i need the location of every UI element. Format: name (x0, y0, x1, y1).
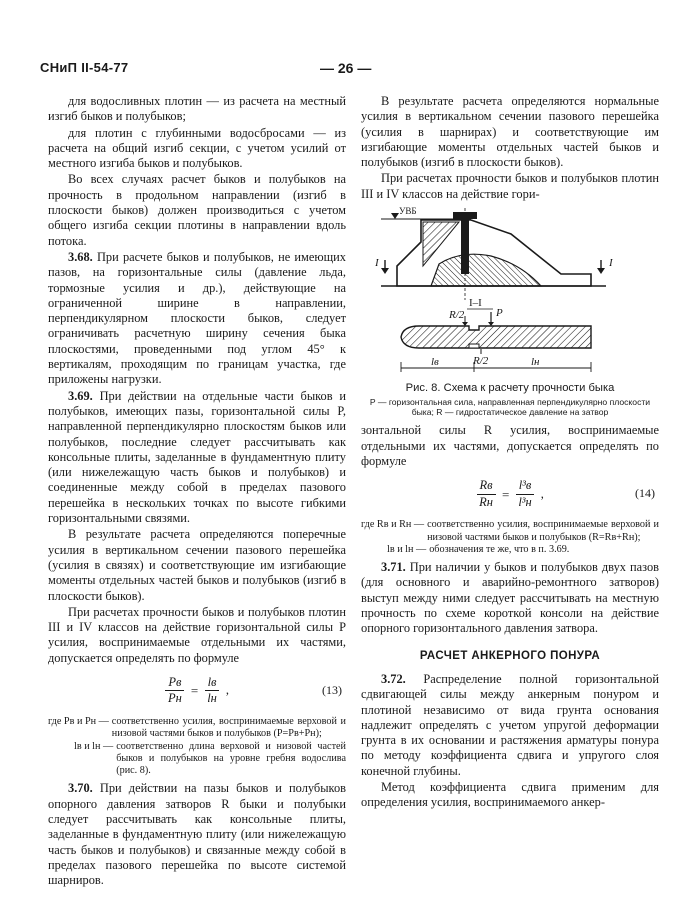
paragraph: При расчетах прочности быков и полубыков плотин III и IV классов на действие гори- (361, 171, 659, 201)
figure-8-drawing (361, 204, 659, 379)
formula-definitions: где Pв и Pн — соответственно усилия, воспринимаемые верховой и низовой частями быков и полубыков (P=Pв+Pн); lв и lн — соответственно длина верховой и низовой частей быков и полубыков на уровне гребня водослива (рис. 8). (48, 715, 346, 777)
clause-number: 3.69. (68, 388, 93, 403)
formula-number: (13) (322, 682, 342, 697)
r-half-top-label: R/2 (449, 309, 465, 322)
equals-sign: = (190, 683, 199, 699)
clause-number: 3.68. (68, 249, 93, 264)
fraction: $\frac{Rв}{Rн}$ (476, 478, 496, 510)
page-number: — 26 — (320, 60, 372, 76)
formula-definitions: где Rв и Rн — соответственно усилия, воспринимаемые верховой и низовой частями быков и полубыков (R=Rв+Rн); lв и lн — обозначения те же, что в п. 3.69. (361, 519, 659, 555)
clause-text: При действии на отдельные части быков и полубыков, имеющих пазы, горизонтальной силы P, направленной перпендикулярно плоскостям быков или полубыков, последние следует рассчитывать как консольные плиты, заделанные в фундаментную плиту (или нижележащую часть быков и полубыков) и соединенные между собой в пределах пазового перешейка в нескольких точках по высоте гибкими горизонтальными связями. (48, 388, 346, 526)
paragraph: для водосливных плотин — из расчета на местный изгиб быков и полубыков; (48, 94, 346, 124)
section-mark-left: I (375, 257, 379, 270)
clause-number: 3.71. (381, 560, 406, 575)
left-column (48, 94, 346, 889)
document-code: СНиП II-54-77 (40, 60, 129, 75)
clause-3-68 (48, 250, 346, 388)
clause-3-72 (361, 672, 659, 779)
clause-3-71 (361, 560, 659, 636)
clause-text: При расчете быков и полубыков, не имеющих пазов, на горизонтальные силы (давление льда, тормозные усилия и др.), действующие на ограниченной ширине в направлении, перпендикулярном плоскости быков, следует ограничивать расчетную ширину сечения быка плоскостями, проведенными под углом 45° к вертикалям, проходящим по границам участка, где приложены нагрузки. (48, 249, 346, 387)
pier-section (401, 307, 591, 372)
figure-caption: Рис. 8. Схема к расчету прочности быка (405, 382, 615, 395)
figure-caption-note: P — горизонтальная сила, направленная перпендикулярно плоскости быка; R — гидростатическое давление на затвор (369, 397, 651, 418)
force-p-label: P (496, 307, 503, 320)
section-heading: РАСЧЕТ АНКЕРНОГО ПОНУРА (419, 649, 601, 662)
fraction: $\frac{Pв}{Pн}$ (165, 675, 185, 707)
paragraph: Метод коэффициента сдвига применим для определения усилия, воспринимаемого анкер- (361, 780, 659, 810)
clause-text: При наличии у быков и полубыков двух пазов (для основного и аварийно-ремонтного затворов) выступ между ними следует рассчитывать на местную прочность по схеме короткой консоли на действие опорного горизонтального давления затвора. (361, 560, 659, 636)
formula-number: (14) (635, 486, 655, 501)
paragraph: При расчетах прочности быков и полубыков плотин III и IV классов на действие горизонтальной силы P усилия, воспринимаемые отдельными их частями, допускается определять по формуле (48, 604, 346, 665)
paragraph: зонтальной силы R усилия, воспринимаемые отдельными их частями, допускается определять по формуле (361, 423, 659, 468)
right-column (361, 94, 659, 811)
clause-3-70 (48, 781, 346, 888)
water-level-icon (391, 213, 399, 219)
clause-number: 3.70. (68, 781, 93, 796)
uvb-label: УВБ (399, 206, 417, 217)
pier-elevation (374, 206, 614, 300)
section-mark-right: I (609, 257, 613, 270)
paragraph: для плотин с глубинными водосбросами — из расчета на общий изгиб секции, с учетом усилий от местного изгиба быков и полубыков. (48, 125, 346, 171)
r-half-bottom-label: R/2 (473, 355, 489, 368)
formula-13: $\frac{Pв}{Pн}$ = $\frac{lв}{lн}$ , (13) (48, 669, 346, 713)
clause-3-69 (48, 389, 346, 527)
fraction: $\frac{\text{l³в}}{\text{l³н}}$ (515, 478, 534, 510)
length-downstream-label: lн (531, 356, 540, 369)
clause-number: 3.72. (381, 671, 406, 686)
paragraph: В результате расчета определяются нормальные усилия в вертикальном сечении пазового перешейка (усилия в шарнирах) и соответствующие им изгибающие моменты отдельных частей быков и полубыков (изгиб в плоскости быков). (361, 94, 659, 170)
paragraph: Во всех случаях расчет быков и полубыков на прочность в продольном направлении (изгиб в плоскости быков) должен производиться с учетом общего изгиба секции плотины в направлении вдоль потока. (48, 172, 346, 248)
section-title: I–I (469, 297, 482, 310)
fraction: $\frac{lв}{lн}$ (204, 675, 220, 707)
figure-8 (361, 204, 659, 379)
formula-14: $\frac{Rв}{Rн}$ = $\frac{\text{l³в}}{\text{l³н}}$ , (14) (361, 472, 659, 516)
clause-text: При действии на пазы быков и полубыков опорного давления затворов R быки и полубыки следует рассчитывать как консольные плиты, заделанные в фундаментную плиту (или нижележащую часть быков и полубыков) и связанные между собой в пределах пазового перешейка по высоте системой шарниров. (48, 781, 346, 888)
paragraph: В результате расчета определяются поперечные усилия в вертикальном сечении пазового перешейка (усилия в связях) и соответствующие им изгибающие моменты отдельных частей быков и полубыков (изгиб в плоскости быков). (48, 527, 346, 603)
length-upstream-label: lв (431, 356, 439, 369)
equals-sign: = (501, 486, 510, 502)
clause-text: Распределение полной горизонтальной сдвигающей силы между анкерным понуром и плотиной независимо от вида грунта основания надлежит определять с учетом упругой деформации грунта в их основании и растяжения арматуры понура по методу коэффициента сдвига и упругого слоя конечной глубины. (361, 671, 659, 778)
